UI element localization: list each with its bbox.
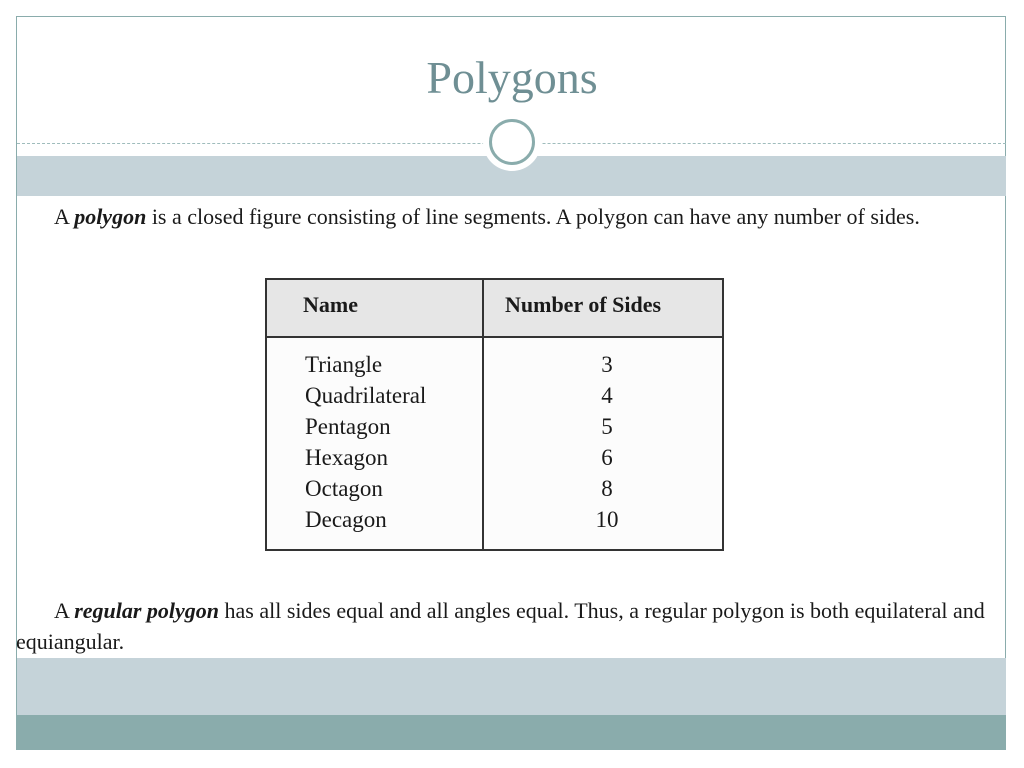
header-name: Name xyxy=(303,292,358,317)
footer-band-light xyxy=(17,658,1006,715)
cell-name: Decagon xyxy=(305,507,387,532)
polygon-table xyxy=(265,278,724,551)
table-body xyxy=(267,352,722,538)
table-row xyxy=(267,383,722,414)
definition-prefix: A xyxy=(54,204,75,229)
table-row xyxy=(267,507,722,538)
table-row xyxy=(267,476,722,507)
polygon-term: polygon xyxy=(74,204,147,229)
circle-ornament-icon xyxy=(489,119,535,165)
table-row xyxy=(267,352,722,383)
definition-prefix: A xyxy=(54,598,75,623)
header-number-of-sides: Number of Sides xyxy=(505,292,662,317)
cell-name: Pentagon xyxy=(305,414,391,439)
cell-sides: 10 xyxy=(595,507,619,532)
regular-polygon-definition xyxy=(16,595,1016,657)
cell-name: Hexagon xyxy=(305,445,389,470)
cell-name: Triangle xyxy=(305,352,383,377)
table-row xyxy=(267,445,722,476)
regular-polygon-term: regular polygon xyxy=(74,598,220,623)
cell-sides: 8 xyxy=(601,476,613,501)
cell-name: Octagon xyxy=(305,476,383,501)
definition-text: is a closed figure consisting of line segments. A polygon can have any number of sides. xyxy=(146,204,920,229)
cell-sides: 5 xyxy=(601,414,613,439)
cell-sides: 6 xyxy=(601,445,613,470)
slide-title: Polygons xyxy=(426,52,598,103)
definition-text: has all sides equal and all angles equal. Thus, a regular polygon is both equilateral and equiangular. xyxy=(16,598,985,654)
footer-band-dark xyxy=(17,715,1006,750)
cell-name: Quadrilateral xyxy=(305,383,427,408)
table-row xyxy=(267,414,722,445)
polygon-definition xyxy=(16,201,1006,232)
cell-sides: 4 xyxy=(601,383,613,408)
cell-sides: 3 xyxy=(601,352,613,377)
